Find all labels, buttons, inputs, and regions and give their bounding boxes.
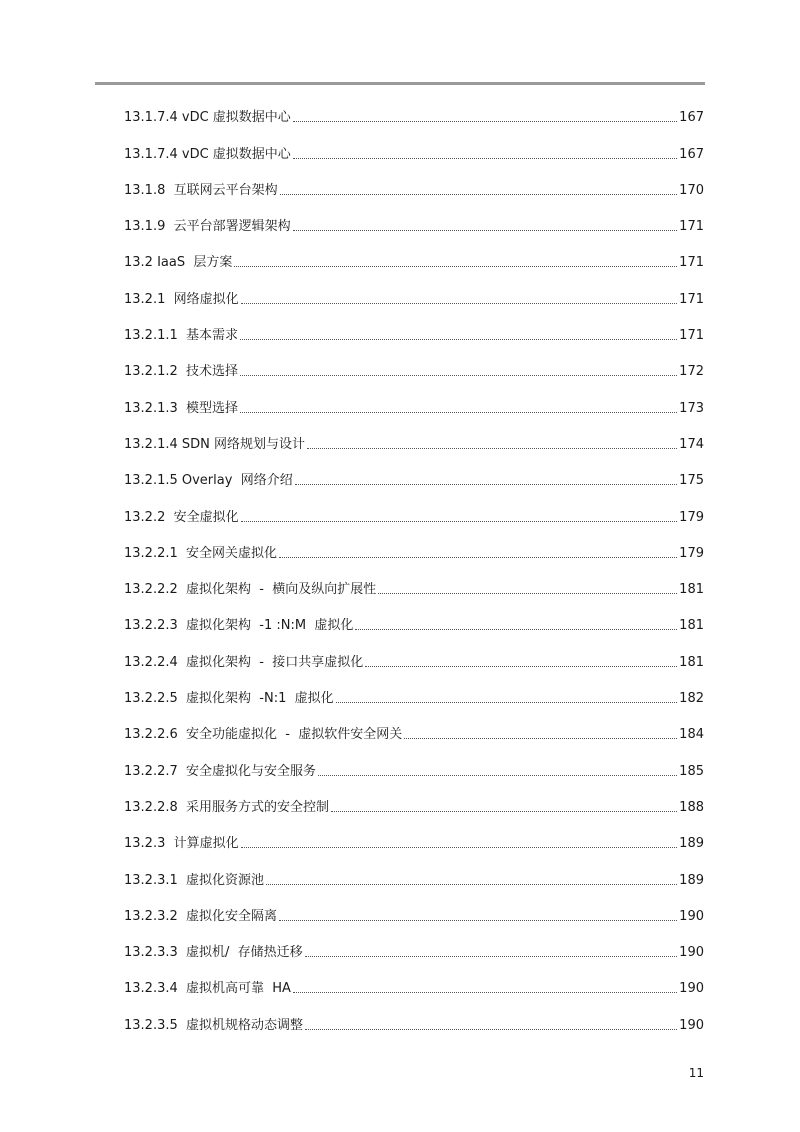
toc-entry[interactable]	[124, 858, 704, 894]
toc-dot-leader	[293, 992, 677, 993]
toc-dot-leader	[355, 629, 677, 630]
toc-dot-leader	[331, 811, 677, 812]
toc-entry-title: 13.1.7.4 vDC 虚拟数据中心	[124, 110, 291, 126]
table-of-contents	[124, 96, 704, 1040]
toc-entry[interactable]	[124, 169, 704, 205]
toc-entry-title: 13.2.2.2 虚拟化架构 - 横向及纵向扩展性	[124, 582, 377, 598]
toc-entry-title: 13.2.1.1 基本需求	[124, 328, 239, 344]
toc-dot-leader	[293, 121, 677, 122]
toc-entry-page: 171	[679, 219, 704, 235]
toc-entry-title: 13.2.1 网络虚拟化	[124, 291, 239, 307]
toc-entry[interactable]	[124, 749, 704, 785]
toc-entry[interactable]	[124, 822, 704, 858]
toc-entry[interactable]	[124, 568, 704, 604]
toc-entry[interactable]	[124, 495, 704, 531]
toc-entry-title: 13.2.2.5 虚拟化架构 -N:1 虚拟化	[124, 691, 334, 707]
toc-entry-page: 190	[679, 981, 704, 997]
toc-entry[interactable]	[124, 314, 704, 350]
toc-entry-title: 13.2.3.5 虚拟机规格动态调整	[124, 1017, 304, 1033]
toc-dot-leader	[404, 738, 677, 739]
toc-dot-leader	[305, 956, 678, 957]
toc-dot-leader	[293, 230, 678, 231]
toc-entry-page: 172	[679, 364, 704, 380]
toc-entry[interactable]	[124, 677, 704, 713]
toc-entry-page: 173	[679, 400, 704, 416]
toc-dot-leader	[378, 593, 677, 594]
toc-entry-title: 13.2.2.3 虚拟化架构 -1 :N:M 虚拟化	[124, 618, 354, 634]
toc-dot-leader	[240, 375, 677, 376]
toc-entry-page: 167	[679, 110, 704, 126]
toc-entry[interactable]	[124, 386, 704, 422]
toc-entry-title: 13.2.2.1 安全网关虚拟化	[124, 545, 278, 561]
toc-dot-leader	[240, 339, 677, 340]
toc-entry-page: 190	[679, 1017, 704, 1033]
toc-entry-title: 13.2.2.6 安全功能虚拟化 - 虚拟软件安全网关	[124, 727, 403, 743]
toc-entry[interactable]	[124, 350, 704, 386]
toc-entry-page: 190	[679, 908, 704, 924]
toc-entry[interactable]	[124, 423, 704, 459]
toc-dot-leader	[266, 884, 677, 885]
toc-entry-title: 13.2.3.1 虚拟化资源池	[124, 872, 265, 888]
toc-entry-title: 13.2.1.3 模型选择	[124, 400, 239, 416]
toc-entry[interactable]	[124, 931, 704, 967]
toc-entry-title: 13.2.2.7 安全虚拟化与安全服务	[124, 763, 317, 779]
toc-entry-page: 167	[679, 146, 704, 162]
toc-entry-title: 13.1.9 云平台部署逻辑架构	[124, 219, 291, 235]
toc-entry-title: 13.2.2 安全虚拟化	[124, 509, 239, 525]
page-number: 11	[688, 1066, 704, 1080]
toc-entry-page: 189	[679, 836, 704, 852]
toc-entry-page: 174	[679, 436, 704, 452]
toc-dot-leader	[241, 303, 678, 304]
toc-entry-title: 13.2.3 计算虚拟化	[124, 836, 239, 852]
toc-entry[interactable]	[124, 640, 704, 676]
toc-entry[interactable]	[124, 532, 704, 568]
toc-dot-leader	[241, 847, 678, 848]
toc-entry-page: 179	[679, 545, 704, 561]
toc-entry-page: 190	[679, 945, 704, 961]
header-rule	[95, 82, 705, 85]
toc-entry[interactable]	[124, 1003, 704, 1039]
toc-dot-leader	[365, 666, 677, 667]
toc-dot-leader	[234, 266, 677, 267]
toc-dot-leader	[295, 484, 677, 485]
toc-entry[interactable]	[124, 277, 704, 313]
toc-entry-title: 13.2.3.2 虚拟化安全隔离	[124, 908, 278, 924]
toc-entry-page: 189	[679, 872, 704, 888]
toc-entry-page: 171	[679, 255, 704, 271]
toc-entry-title: 13.2.3.3 虚拟机/ 存储热迁移	[124, 945, 303, 961]
toc-entry[interactable]	[124, 895, 704, 931]
toc-entry[interactable]	[124, 205, 704, 241]
toc-entry-page: 185	[679, 763, 704, 779]
toc-dot-leader	[305, 1029, 677, 1030]
toc-entry-page: 170	[679, 182, 704, 198]
toc-entry[interactable]	[124, 604, 704, 640]
toc-entry-title: 13.2.3.4 虚拟机高可靠 HA	[124, 981, 291, 997]
toc-entry[interactable]	[124, 96, 704, 132]
toc-entry-page: 175	[679, 473, 704, 489]
toc-entry-page: 181	[679, 618, 704, 634]
toc-dot-leader	[240, 412, 677, 413]
toc-entry-page: 181	[679, 654, 704, 670]
toc-entry[interactable]	[124, 132, 704, 168]
toc-entry[interactable]	[124, 459, 704, 495]
toc-dot-leader	[336, 702, 678, 703]
toc-entry-title: 13.2.2.8 采用服务方式的安全控制	[124, 799, 330, 815]
toc-entry-page: 184	[679, 727, 704, 743]
toc-entry-title: 13.2.1.5 Overlay 网络介绍	[124, 473, 293, 489]
toc-dot-leader	[307, 448, 677, 449]
toc-entry-title: 13.2.2.4 虚拟化架构 - 接口共享虚拟化	[124, 654, 364, 670]
toc-dot-leader	[293, 158, 677, 159]
toc-entry-title: 13.2.1.2 技术选择	[124, 364, 239, 380]
toc-entry-title: 13.1.7.4 vDC 虚拟数据中心	[124, 146, 291, 162]
toc-entry[interactable]	[124, 967, 704, 1003]
toc-entry[interactable]	[124, 241, 704, 277]
toc-dot-leader	[280, 194, 678, 195]
toc-dot-leader	[279, 920, 677, 921]
toc-entry-page: 171	[679, 328, 704, 344]
toc-entry-page: 171	[679, 291, 704, 307]
toc-entry-page: 182	[679, 691, 704, 707]
toc-entry[interactable]	[124, 786, 704, 822]
toc-entry-title: 13.1.8 互联网云平台架构	[124, 182, 278, 198]
toc-entry[interactable]	[124, 713, 704, 749]
toc-dot-leader	[241, 521, 678, 522]
toc-entry-page: 188	[679, 799, 704, 815]
toc-dot-leader	[318, 775, 677, 776]
toc-entry-page: 181	[679, 582, 704, 598]
toc-entry-title: 13.2 IaaS 层方案	[124, 255, 233, 271]
toc-entry-title: 13.2.1.4 SDN 网络规划与设计	[124, 436, 306, 452]
toc-dot-leader	[279, 557, 677, 558]
toc-entry-page: 179	[679, 509, 704, 525]
